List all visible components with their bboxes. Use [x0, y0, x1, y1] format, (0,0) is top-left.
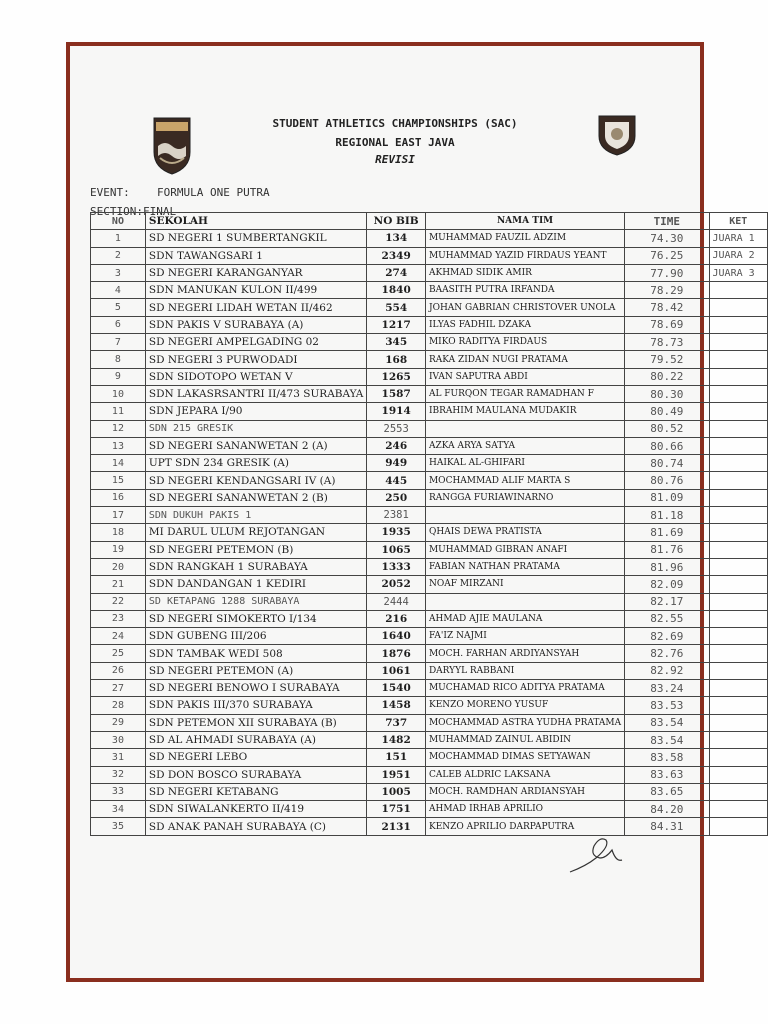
cell-bib: 2444 [367, 593, 426, 610]
cell-nama: MUHAMMAD GIBRAN ANAFI [425, 541, 624, 558]
cell-ket [709, 334, 767, 351]
cell-bib: 1640 [367, 628, 426, 645]
table-row [91, 680, 768, 697]
cell-time: 82.92 [625, 662, 709, 679]
col-header-bib: NO BIB [367, 213, 426, 230]
cell-nama: DARYYL RABBANI [425, 662, 624, 679]
table-row [91, 818, 768, 835]
cell-time: 82.69 [625, 628, 709, 645]
cell-sekolah: MI DARUL ULUM REJOTANGAN [145, 524, 366, 541]
cell-ket [709, 403, 767, 420]
cell-nama: ILYAS FADHIL DZAKA [425, 316, 624, 333]
cell-bib: 1935 [367, 524, 426, 541]
cell-bib: 1751 [367, 801, 426, 818]
cell-time: 83.65 [625, 783, 709, 800]
cell-ket [709, 749, 767, 766]
cell-nama: MOCH. FARHAN ARDIYANSYAH [425, 645, 624, 662]
table-row [91, 385, 768, 402]
cell-bib: 2381 [367, 507, 426, 524]
cell-no: 3 [91, 264, 146, 281]
cell-nama: AL FURQON TEGAR RAMADHAN F [425, 385, 624, 402]
cell-time: 81.96 [625, 558, 709, 575]
cell-bib: 1540 [367, 680, 426, 697]
cell-bib: 1840 [367, 282, 426, 299]
cell-bib: 2131 [367, 818, 426, 835]
cell-no: 16 [91, 489, 146, 506]
table-row [91, 351, 768, 368]
cell-no: 15 [91, 472, 146, 489]
cell-nama: HAIKAL AL-GHIFARI [425, 455, 624, 472]
cell-bib: 345 [367, 334, 426, 351]
cell-no: 2 [91, 247, 146, 264]
table-row [91, 507, 768, 524]
cell-ket [709, 818, 767, 835]
cell-sekolah: SD NEGERI LIDAH WETAN II/462 [145, 299, 366, 316]
cell-ket [709, 385, 767, 402]
cell-sekolah: SD NEGERI 1 SUMBERTANGKIL [145, 230, 366, 247]
table-row [91, 749, 768, 766]
cell-nama: IVAN SAPUTRA ABDI [425, 368, 624, 385]
table-row [91, 766, 768, 783]
cell-ket [709, 489, 767, 506]
cell-time: 78.29 [625, 282, 709, 299]
cell-bib: 1005 [367, 783, 426, 800]
cell-bib: 949 [367, 455, 426, 472]
cell-nama: CALEB ALDRIC LAKSANA [425, 766, 624, 783]
cell-time: 76.25 [625, 247, 709, 264]
cell-ket [709, 801, 767, 818]
cell-nama: IBRAHIM MAULANA MUDAKIR [425, 403, 624, 420]
cell-nama: MOCHAMMAD ASTRA YUDHA PRATAMA [425, 714, 624, 731]
cell-no: 26 [91, 662, 146, 679]
cell-time: 79.52 [625, 351, 709, 368]
cell-bib: 216 [367, 610, 426, 627]
cell-nama [425, 593, 624, 610]
cell-time: 81.76 [625, 541, 709, 558]
table-row [91, 697, 768, 714]
cell-ket [709, 697, 767, 714]
cell-nama: JOHAN GABRIAN CHRISTOVER UNOLA [425, 299, 624, 316]
cell-sekolah: SD NEGERI PETEMON (B) [145, 541, 366, 558]
cell-ket [709, 437, 767, 454]
cell-sekolah: SD ANAK PANAH SURABAYA (C) [145, 818, 366, 835]
table-row [91, 524, 768, 541]
cell-time: 78.42 [625, 299, 709, 316]
cell-ket [709, 783, 767, 800]
cell-sekolah: SD KETAPANG 1288 SURABAYA [145, 593, 366, 610]
cell-bib: 1065 [367, 541, 426, 558]
cell-sekolah: SD NEGERI LEBO [145, 749, 366, 766]
cell-bib: 151 [367, 749, 426, 766]
cell-ket [709, 680, 767, 697]
section-value: FINAL [142, 205, 177, 218]
signature-mark [566, 832, 626, 880]
cell-time: 82.17 [625, 593, 709, 610]
cell-bib: 1876 [367, 645, 426, 662]
cell-time: 83.53 [625, 697, 709, 714]
cell-nama: FABIAN NATHAN PRATAMA [425, 558, 624, 575]
cell-ket [709, 351, 767, 368]
cell-no: 21 [91, 576, 146, 593]
event-line [90, 186, 270, 199]
cell-bib: 1914 [367, 403, 426, 420]
table-row [91, 662, 768, 679]
cell-no: 30 [91, 731, 146, 748]
cell-sekolah: SD NEGERI PETEMON (A) [145, 662, 366, 679]
cell-ket [709, 455, 767, 472]
cell-no: 27 [91, 680, 146, 697]
cell-nama [425, 420, 624, 437]
cell-time: 83.54 [625, 714, 709, 731]
cell-ket [709, 541, 767, 558]
cell-bib: 250 [367, 489, 426, 506]
cell-no: 12 [91, 420, 146, 437]
table-row [91, 472, 768, 489]
table-row [91, 368, 768, 385]
table-row [91, 610, 768, 627]
cell-sekolah: SD NEGERI BENOWO I SURABAYA [145, 680, 366, 697]
cell-no: 14 [91, 455, 146, 472]
cell-sekolah: SDN PETEMON XII SURABAYA (B) [145, 714, 366, 731]
cell-no: 11 [91, 403, 146, 420]
cell-time: 77.90 [625, 264, 709, 281]
cell-nama: MUCHAMAD RICO ADITYA PRATAMA [425, 680, 624, 697]
cell-bib: 1061 [367, 662, 426, 679]
cell-ket [709, 766, 767, 783]
cell-ket [709, 610, 767, 627]
cell-nama: MUHAMMAD FAUZIL ADZIM [425, 230, 624, 247]
cell-no: 18 [91, 524, 146, 541]
champion-logo-icon [150, 112, 194, 176]
cell-time: 84.20 [625, 801, 709, 818]
table-row [91, 334, 768, 351]
cell-bib: 445 [367, 472, 426, 489]
cell-time: 80.74 [625, 455, 709, 472]
col-header-nama: NAMA TIM [425, 213, 624, 230]
cell-nama: MOCHAMMAD ALIF MARTA S [425, 472, 624, 489]
cell-time: 82.55 [625, 610, 709, 627]
cell-time: 83.24 [625, 680, 709, 697]
cell-no: 32 [91, 766, 146, 783]
cell-time: 80.49 [625, 403, 709, 420]
table-row [91, 230, 768, 247]
cell-time: 78.69 [625, 316, 709, 333]
indonesia-badge-icon [596, 112, 638, 156]
cell-sekolah: SD NEGERI AMPELGADING 02 [145, 334, 366, 351]
cell-bib: 554 [367, 299, 426, 316]
cell-sekolah: SD NEGERI KARANGANYAR [145, 264, 366, 281]
table-row [91, 541, 768, 558]
table-row [91, 282, 768, 299]
cell-ket [709, 299, 767, 316]
cell-nama [425, 507, 624, 524]
cell-time: 83.54 [625, 731, 709, 748]
cell-sekolah: SDN PAKIS V SURABAYA (A) [145, 316, 366, 333]
cell-ket [709, 662, 767, 679]
cell-no: 7 [91, 334, 146, 351]
cell-bib: 274 [367, 264, 426, 281]
cell-sekolah: SDN TAMBAK WEDI 508 [145, 645, 366, 662]
col-header-no: NO [91, 213, 146, 230]
cell-no: 33 [91, 783, 146, 800]
table-row [91, 576, 768, 593]
cell-ket [709, 645, 767, 662]
cell-no: 23 [91, 610, 146, 627]
cell-ket: JUARA 1 [709, 230, 767, 247]
cell-nama: AKHMAD SIDIK AMIR [425, 264, 624, 281]
cell-sekolah: SD NEGERI SANANWETAN 2 (B) [145, 489, 366, 506]
table-row [91, 645, 768, 662]
cell-time: 74.30 [625, 230, 709, 247]
cell-ket: JUARA 2 [709, 247, 767, 264]
cell-ket [709, 420, 767, 437]
cell-time: 78.73 [625, 334, 709, 351]
col-header-sekolah: SEKOLAH [145, 213, 366, 230]
cell-time: 80.52 [625, 420, 709, 437]
cell-nama: RANGGA FURIAWINARNO [425, 489, 624, 506]
title-line-3: REVISI [375, 153, 415, 166]
cell-sekolah: SDN MANUKAN KULON II/499 [145, 282, 366, 299]
cell-nama: QHAIS DEWA PRATISTA [425, 524, 624, 541]
cell-ket: JUARA 3 [709, 264, 767, 281]
cell-no: 4 [91, 282, 146, 299]
cell-sekolah: SD DON BOSCO SURABAYA [145, 766, 366, 783]
cell-ket [709, 507, 767, 524]
cell-no: 8 [91, 351, 146, 368]
cell-no: 6 [91, 316, 146, 333]
cell-ket [709, 368, 767, 385]
cell-ket [709, 524, 767, 541]
cell-nama: MOCHAMMAD DIMAS SETYAWAN [425, 749, 624, 766]
table-row [91, 437, 768, 454]
cell-bib: 168 [367, 351, 426, 368]
cell-nama: MOCH. RAMDHAN ARDIANSYAH [425, 783, 624, 800]
cell-time: 80.30 [625, 385, 709, 402]
cell-sekolah: SDN GUBENG III/206 [145, 628, 366, 645]
table-row [91, 593, 768, 610]
cell-ket [709, 282, 767, 299]
cell-time: 80.66 [625, 437, 709, 454]
cell-time: 82.76 [625, 645, 709, 662]
cell-sekolah: SD NEGERI 3 PURWODADI [145, 351, 366, 368]
cell-no: 24 [91, 628, 146, 645]
title-line-2: REGIONAL EAST JAVA [335, 136, 455, 149]
cell-time: 83.63 [625, 766, 709, 783]
cell-no: 19 [91, 541, 146, 558]
table-row [91, 403, 768, 420]
cell-ket [709, 558, 767, 575]
cell-no: 28 [91, 697, 146, 714]
event-label: EVENT: [90, 186, 130, 199]
title-line-1: STUDENT ATHLETICS CHAMPIONSHIPS (SAC) [272, 117, 518, 130]
cell-time: 81.09 [625, 489, 709, 506]
table-row [91, 316, 768, 333]
cell-ket [709, 628, 767, 645]
cell-nama: RAKA ZIDAN NUGI PRATAMA [425, 351, 624, 368]
cell-ket [709, 472, 767, 489]
cell-nama: AHMAD IRHAB APRILIO [425, 801, 624, 818]
cell-sekolah: SDN RANGKAH 1 SURABAYA [145, 558, 366, 575]
cell-no: 17 [91, 507, 146, 524]
cell-sekolah: SDN 215 GRESIK [145, 420, 366, 437]
cell-bib: 2052 [367, 576, 426, 593]
cell-bib: 2553 [367, 420, 426, 437]
table-header-row [91, 213, 768, 230]
cell-sekolah: SD NEGERI SIMOKERTO I/134 [145, 610, 366, 627]
cell-bib: 2349 [367, 247, 426, 264]
cell-bib: 1482 [367, 731, 426, 748]
cell-no: 5 [91, 299, 146, 316]
cell-sekolah: SDN TAWANGSARI 1 [145, 247, 366, 264]
cell-nama: MUHAMMAD ZAINUL ABIDIN [425, 731, 624, 748]
table-row [91, 489, 768, 506]
cell-bib: 1333 [367, 558, 426, 575]
cell-no: 25 [91, 645, 146, 662]
table-row [91, 558, 768, 575]
table-row [91, 420, 768, 437]
cell-ket [709, 593, 767, 610]
cell-time: 81.69 [625, 524, 709, 541]
cell-bib: 1587 [367, 385, 426, 402]
cell-sekolah: SDN PAKIS III/370 SURABAYA [145, 697, 366, 714]
cell-no: 10 [91, 385, 146, 402]
table-row [91, 247, 768, 264]
cell-time: 84.31 [625, 818, 709, 835]
cell-ket [709, 316, 767, 333]
cell-no: 1 [91, 230, 146, 247]
cell-sekolah: SD NEGERI KETABANG [145, 783, 366, 800]
cell-nama: AHMAD AJIE MAULANA [425, 610, 624, 627]
cell-sekolah: SDN DANDANGAN 1 KEDIRI [145, 576, 366, 593]
cell-nama: MUHAMMAD YAZID FIRDAUS YEANT [425, 247, 624, 264]
cell-nama: MIKO RADITYA FIRDAUS [425, 334, 624, 351]
cell-nama: FA'IZ NAJMI [425, 628, 624, 645]
cell-time: 82.09 [625, 576, 709, 593]
cell-bib: 1265 [367, 368, 426, 385]
cell-bib: 246 [367, 437, 426, 454]
results-table [90, 212, 768, 836]
table-row [91, 714, 768, 731]
cell-sekolah: SDN LAKASRSANTRI II/473 SURABAYA [145, 385, 366, 402]
cell-no: 9 [91, 368, 146, 385]
table-row [91, 455, 768, 472]
cell-bib: 1951 [367, 766, 426, 783]
cell-no: 20 [91, 558, 146, 575]
cell-sekolah: SDN SIWALANKERTO II/419 [145, 801, 366, 818]
cell-bib: 134 [367, 230, 426, 247]
cell-time: 81.18 [625, 507, 709, 524]
cell-nama: NOAF MIRZANI [425, 576, 624, 593]
cell-nama: KENZO MORENO YUSUF [425, 697, 624, 714]
table-row [91, 801, 768, 818]
col-header-time: TIME [625, 213, 709, 230]
cell-nama: AZKA ARYA SATYA [425, 437, 624, 454]
cell-no: 31 [91, 749, 146, 766]
cell-bib: 1217 [367, 316, 426, 333]
cell-time: 80.22 [625, 368, 709, 385]
cell-sekolah: SDN JEPARA I/90 [145, 403, 366, 420]
results-table-body [91, 230, 768, 835]
cell-ket [709, 576, 767, 593]
section-label: SECTION: [90, 205, 143, 218]
cell-bib: 737 [367, 714, 426, 731]
cell-sekolah: SDN DUKUH PAKIS 1 [145, 507, 366, 524]
cell-sekolah: SD NEGERI KENDANGSARI IV (A) [145, 472, 366, 489]
cell-nama: BAASITH PUTRA IRFANDA [425, 282, 624, 299]
col-header-ket: KET [709, 213, 767, 230]
cell-nama: KENZO APRILIO DARPAPUTRA [425, 818, 624, 835]
table-row [91, 731, 768, 748]
cell-time: 80.76 [625, 472, 709, 489]
table-row [91, 783, 768, 800]
cell-no: 29 [91, 714, 146, 731]
table-row [91, 264, 768, 281]
event-value: FORMULA ONE PUTRA [157, 186, 270, 199]
cell-sekolah: SD NEGERI SANANWETAN 2 (A) [145, 437, 366, 454]
cell-sekolah: UPT SDN 234 GRESIK (A) [145, 455, 366, 472]
cell-time: 83.58 [625, 749, 709, 766]
cell-ket [709, 731, 767, 748]
cell-no: 34 [91, 801, 146, 818]
cell-sekolah: SDN SIDOTOPO WETAN V [145, 368, 366, 385]
cell-no: 13 [91, 437, 146, 454]
cell-no: 35 [91, 818, 146, 835]
cell-sekolah: SD AL AHMADI SURABAYA (A) [145, 731, 366, 748]
cell-no: 22 [91, 593, 146, 610]
cell-ket [709, 714, 767, 731]
table-row [91, 628, 768, 645]
cell-bib: 1458 [367, 697, 426, 714]
table-row [91, 299, 768, 316]
